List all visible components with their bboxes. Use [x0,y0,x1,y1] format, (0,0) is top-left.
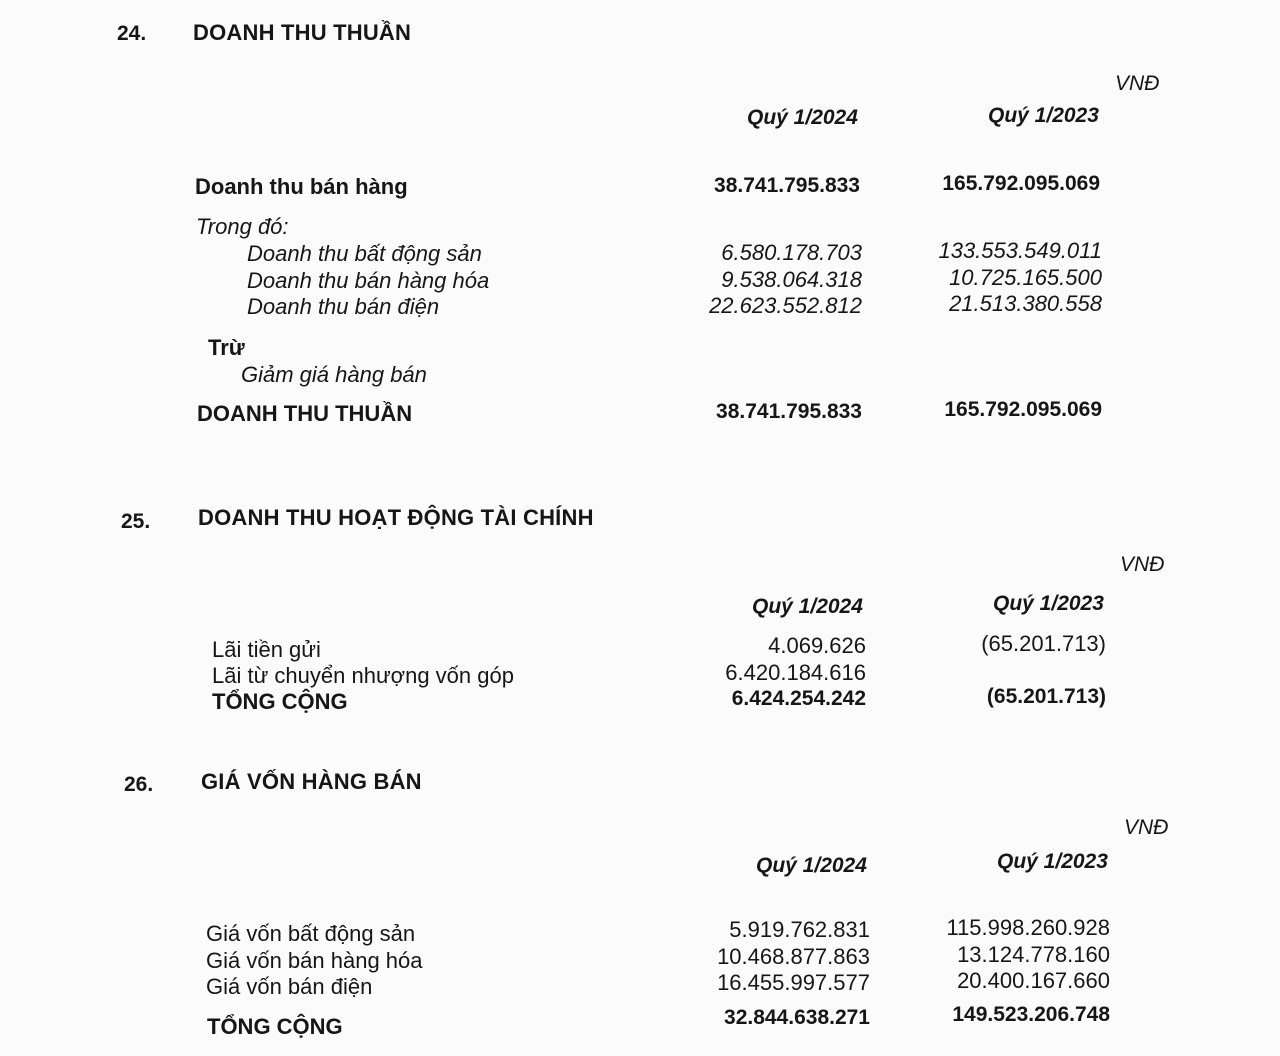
row-label: DOANH THU THUẦN [197,401,413,426]
row-label: Giảm giá hàng bán [241,362,427,387]
row-label: Giá vốn bán điện [206,974,373,999]
value-2024: 6.420.184.616 [725,660,866,685]
section-25-title: DOANH THU HOẠT ĐỘNG TÀI CHÍNH [198,505,594,530]
section-26-unit: VNĐ [1124,816,1169,839]
value-2023: 20.400.167.660 [957,968,1110,993]
value-2024: 10.468.877.863 [717,944,870,969]
row-label: Lãi tiền gửi [212,637,321,662]
value-2024: 5.919.762.831 [729,917,870,942]
value-2023: 133.553.549.011 [938,238,1102,263]
section-25-unit: VNĐ [1120,553,1165,576]
section-24-unit: VNĐ [1115,72,1160,95]
section-25-col-2023: Quý 1/2023 [993,592,1104,615]
section-26-number: 26. [124,773,154,796]
value-2023: 165.792.095.069 [942,172,1100,195]
section-24-title: DOANH THU THUẦN [193,20,412,45]
section-25-col-2024: Quý 1/2024 [752,595,863,618]
section-26-col-2023: Quý 1/2023 [997,850,1108,873]
value-2024: 38.741.795.833 [714,174,860,197]
section-24-number: 24. [117,22,147,45]
value-2023: 13.124.778.160 [957,942,1110,967]
value-2024: 4.069.626 [768,633,866,658]
section-26-title: GIÁ VỐN HÀNG BÁN [201,769,422,794]
value-2024: 9.538.064.318 [721,267,862,292]
row-label: Giá vốn bán hàng hóa [206,948,423,973]
row-label: Trừ [208,335,245,360]
row-label: TỔNG CỘNG [212,689,348,714]
value-2023: 165.792.095.069 [944,398,1102,421]
row-label: TỔNG CỘNG [207,1014,343,1039]
value-2023: 10.725.165.500 [949,265,1102,290]
section-24-col-2024: Quý 1/2024 [747,106,858,129]
row-label: Doanh thu bán hàng [195,174,408,199]
value-2024: 38.741.795.833 [716,400,862,423]
row-label: Lãi từ chuyển nhượng vốn góp [212,663,514,688]
value-2023: 149.523.206.748 [952,1003,1110,1026]
row-label: Trong đó: [196,214,289,239]
section-25-number: 25. [121,510,151,533]
value-2024: 22.623.552.812 [709,293,862,318]
value-2024: 6.424.254.242 [731,687,866,710]
value-2023: 21.513.380.558 [949,291,1102,316]
value-2024: 16.455.997.577 [717,970,870,995]
value-2024: 32.844.638.271 [724,1006,870,1029]
value-2023: (65.201.713) [981,631,1106,656]
section-24-col-2023: Quý 1/2023 [988,104,1099,127]
value-2024: 6.580.178.703 [721,240,862,265]
row-label: Doanh thu bán hàng hóa [247,268,490,293]
value-2023: 115.998.260.928 [946,915,1110,940]
value-2023: (65.201.713) [986,685,1106,708]
row-label: Doanh thu bất động sản [247,241,482,266]
row-label: Giá vốn bất động sản [206,921,416,946]
row-label: Doanh thu bán điện [247,294,440,319]
section-26-col-2024: Quý 1/2024 [756,854,867,877]
